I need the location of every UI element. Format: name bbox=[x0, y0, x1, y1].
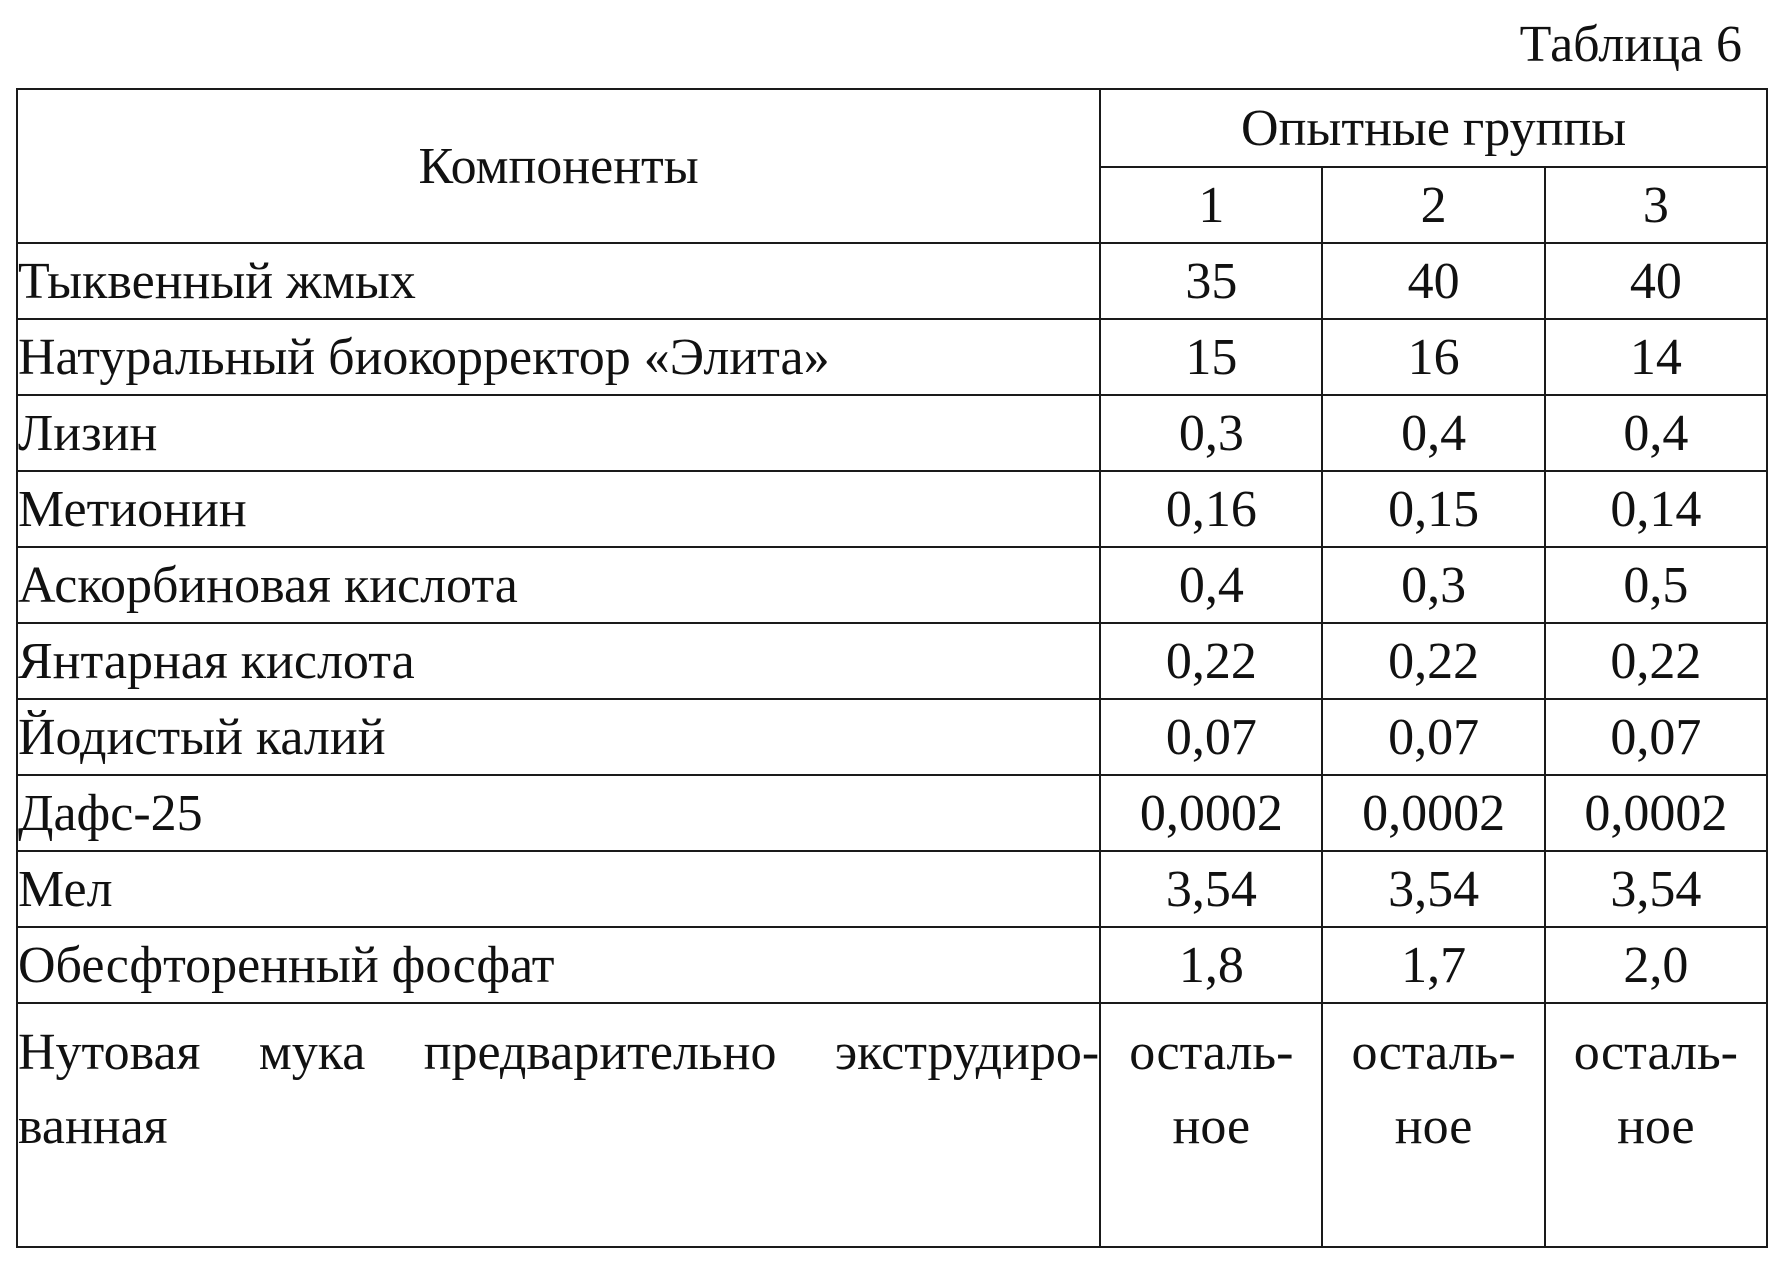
components-table bbox=[16, 88, 1768, 1248]
value-group-1: 0,0002 bbox=[1100, 775, 1322, 851]
value-group-3: 14 bbox=[1545, 319, 1767, 395]
value-group-2: осталь-ное bbox=[1322, 1003, 1544, 1247]
value-group-2: 0,3 bbox=[1322, 547, 1544, 623]
value-group-2: 1,7 bbox=[1322, 927, 1544, 1003]
component-name: Обесфторенный фосфат bbox=[17, 927, 1100, 1003]
value-group-1: осталь-ное bbox=[1100, 1003, 1322, 1247]
value-group-1: 0,3 bbox=[1100, 395, 1322, 471]
value-group-1: 0,16 bbox=[1100, 471, 1322, 547]
component-name: Мел bbox=[17, 851, 1100, 927]
value-group-3: 2,0 bbox=[1545, 927, 1767, 1003]
value-group-3: осталь-ное bbox=[1545, 1003, 1767, 1247]
value-group-3: 0,22 bbox=[1545, 623, 1767, 699]
table-row bbox=[17, 395, 1767, 471]
value-group-3: 0,0002 bbox=[1545, 775, 1767, 851]
value-group-2: 0,0002 bbox=[1322, 775, 1544, 851]
value-group-1: 0,4 bbox=[1100, 547, 1322, 623]
value-group-3: 0,4 bbox=[1545, 395, 1767, 471]
table-row bbox=[17, 319, 1767, 395]
table-row bbox=[17, 243, 1767, 319]
value-group-1: 15 bbox=[1100, 319, 1322, 395]
component-name: Метионин bbox=[17, 471, 1100, 547]
table-row bbox=[17, 547, 1767, 623]
table-row bbox=[17, 775, 1767, 851]
component-name: Лизин bbox=[17, 395, 1100, 471]
table-caption: Таблица 6 bbox=[1519, 16, 1742, 73]
value-group-2: 0,15 bbox=[1322, 471, 1544, 547]
value-group-1: 0,22 bbox=[1100, 623, 1322, 699]
table-row bbox=[17, 699, 1767, 775]
table-row bbox=[17, 851, 1767, 927]
value-group-2: 0,07 bbox=[1322, 699, 1544, 775]
value-group-2: 3,54 bbox=[1322, 851, 1544, 927]
header-groups: Опытные группы bbox=[1100, 89, 1767, 167]
value-group-3: 40 bbox=[1545, 243, 1767, 319]
component-name: Натуральный биокорректор «Элита» bbox=[17, 319, 1100, 395]
value-group-3: 0,14 bbox=[1545, 471, 1767, 547]
value-group-2: 0,22 bbox=[1322, 623, 1544, 699]
value-group-1: 3,54 bbox=[1100, 851, 1322, 927]
table-row bbox=[17, 927, 1767, 1003]
table-row-last bbox=[17, 1003, 1767, 1247]
component-name: Тыквенный жмых bbox=[17, 243, 1100, 319]
component-name-last: Нутовая мука предварительно экструдиро-ванная bbox=[17, 1003, 1100, 1247]
value-group-3: 0,07 bbox=[1545, 699, 1767, 775]
value-group-2: 40 bbox=[1322, 243, 1544, 319]
header-components: Компоненты bbox=[17, 89, 1100, 243]
component-name: Янтарная кислота bbox=[17, 623, 1100, 699]
header-group-2: 2 bbox=[1322, 167, 1544, 243]
header-group-3: 3 bbox=[1545, 167, 1767, 243]
table-row bbox=[17, 471, 1767, 547]
value-group-1: 1,8 bbox=[1100, 927, 1322, 1003]
value-group-3: 0,5 bbox=[1545, 547, 1767, 623]
component-name: Йодистый калий bbox=[17, 699, 1100, 775]
value-group-1: 35 bbox=[1100, 243, 1322, 319]
value-group-1: 0,07 bbox=[1100, 699, 1322, 775]
value-group-2: 16 bbox=[1322, 319, 1544, 395]
component-name: Аскорбиновая кислота bbox=[17, 547, 1100, 623]
component-name: Дафс-25 bbox=[17, 775, 1100, 851]
value-group-3: 3,54 bbox=[1545, 851, 1767, 927]
value-group-2: 0,4 bbox=[1322, 395, 1544, 471]
table-row bbox=[17, 623, 1767, 699]
header-group-1: 1 bbox=[1100, 167, 1322, 243]
